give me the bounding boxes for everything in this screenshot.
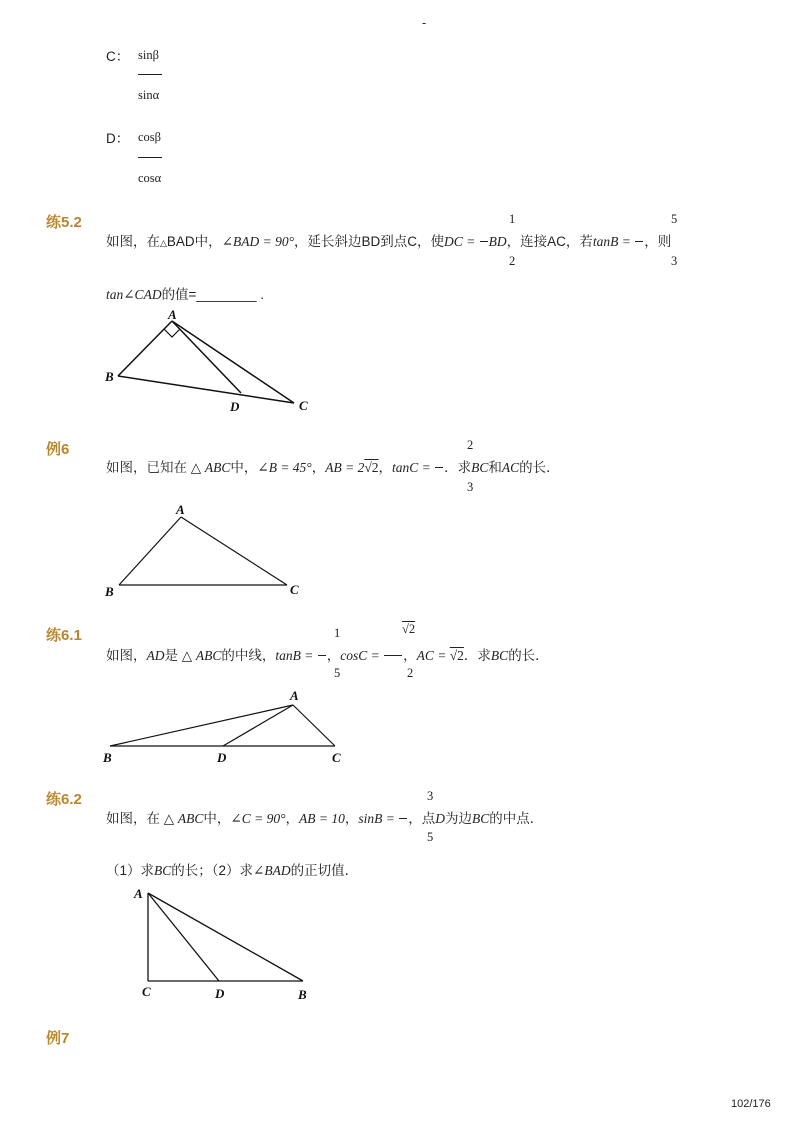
math-cosc: cosC =: [340, 648, 384, 663]
text-segment: ，: [403, 648, 417, 663]
text-segment: 的中线，: [221, 648, 276, 663]
text-segment: 的长．: [519, 460, 560, 475]
segment-ad: [223, 705, 293, 746]
problem-6-2-tag: 练6.2: [46, 791, 82, 808]
math-ac: AC =: [416, 648, 450, 663]
math-dc: DC =: [444, 234, 479, 249]
p61-frac2-numerator: √2: [402, 622, 416, 636]
text-segment: ，点: [408, 811, 436, 826]
problem-6-1-tag: 练6.1: [46, 627, 82, 644]
option-c-fraction-bar: [138, 74, 162, 75]
text-segment: 和: [488, 460, 502, 475]
e6-frac-numerator: 2: [467, 438, 474, 452]
math-sqrt2: √2: [364, 460, 379, 475]
p62-frac-numerator: 3: [427, 789, 434, 803]
problem-6-1-text: [106, 647, 549, 665]
segment-ab: [148, 893, 303, 981]
math-d: D: [435, 811, 445, 826]
problem-5-2-tag: 练5.2: [46, 214, 82, 231]
math-ac: AC: [501, 460, 520, 475]
segment-ad: [172, 321, 241, 393]
p52-frac-numerator: 1: [509, 212, 516, 226]
p52-frac2-numerator: 5: [671, 212, 678, 226]
frac-bar-inline: [480, 241, 488, 242]
math-bd: BD: [488, 234, 507, 249]
problem-6-2-text: [106, 810, 543, 828]
frac-bar-inline: [635, 241, 643, 242]
vertex-a-label: A: [168, 307, 177, 322]
frac-bar-inline: [318, 655, 326, 656]
math-ad: AD: [146, 648, 165, 663]
right-angle-mark: [164, 329, 180, 337]
segment-ad: [148, 893, 219, 981]
math-bc: BC: [490, 648, 509, 663]
problem-5-2-question: [106, 286, 264, 304]
text-segment: 如图，: [106, 648, 147, 663]
text-segment: ，延长斜边BD到点C，使: [294, 234, 445, 249]
option-d-numerator: cosβ: [138, 130, 162, 144]
segment-ac: [293, 705, 335, 746]
text-segment: 中，: [230, 460, 258, 475]
figure-6-2: [128, 882, 328, 1004]
p62-frac-denominator: 5: [427, 830, 434, 844]
vertex-d-label: D: [230, 399, 240, 414]
segment-ab: [110, 705, 293, 746]
example-6-tag: 例6: [46, 441, 70, 458]
vertex-a-label: A: [134, 886, 143, 901]
segment-ac: [181, 517, 287, 585]
text-segment: ，: [285, 811, 299, 826]
frac-bar-inline: [384, 655, 402, 656]
text-segment: 的长；（2）求: [171, 863, 254, 878]
math-ab: AB = 10: [298, 811, 345, 826]
vertex-d-label: D: [215, 986, 225, 1001]
math-abc: ABC: [204, 460, 231, 475]
example-6-text: [106, 459, 560, 477]
math-sinb: sinB =: [358, 811, 399, 826]
math-tanb: tanB =: [275, 648, 317, 663]
math-angle: ∠BAD = 90°: [221, 234, 294, 249]
p52-frac2-denominator: 3: [671, 254, 678, 268]
text-segment: ，则: [644, 234, 672, 249]
math-ab: AB = 2: [325, 460, 365, 475]
math-tanc: tanC =: [392, 460, 435, 475]
text-segment: 如图，在 △: [106, 811, 178, 826]
math-bc: BC: [471, 460, 489, 475]
math-abc: ABC: [177, 811, 204, 826]
p61-frac1-numerator: 1: [334, 626, 341, 640]
option-c-denominator: sinα: [138, 88, 160, 102]
frac-bar-inline: [399, 818, 407, 819]
text-segment: （1）求: [106, 863, 155, 878]
vertex-b-label: B: [105, 369, 114, 384]
header-dash: -: [422, 16, 427, 30]
problem-5-2-text: [106, 233, 671, 252]
segment-ab: [119, 517, 181, 585]
text-segment: ．求: [463, 648, 491, 663]
text-segment: ，: [326, 648, 341, 663]
option-c-label: C：: [106, 49, 130, 64]
vertex-b-label: B: [103, 750, 112, 765]
text-segment: 的值=________ .: [161, 287, 265, 302]
text-segment: ，: [344, 811, 359, 826]
segment-ac: [172, 321, 294, 403]
text-segment: 中，: [203, 811, 231, 826]
math-angle: ∠C = 90°: [230, 811, 286, 826]
text-segment: 是 △: [164, 648, 196, 663]
text-segment: 为边: [444, 811, 472, 826]
vertex-a-label: A: [290, 688, 299, 703]
vertex-c-label: C: [299, 398, 308, 413]
option-d-fraction-bar: [138, 157, 162, 158]
e6-frac-denominator: 3: [467, 480, 474, 494]
p61-frac2-denominator: 2: [407, 666, 414, 680]
text-segment: 的正切值．: [290, 863, 359, 878]
p61-frac1-denominator: 5: [334, 666, 341, 680]
option-d-denominator: cosα: [138, 171, 162, 185]
math-bc: BC: [154, 863, 172, 878]
math-tanb: tanB =: [592, 234, 635, 249]
p52-frac-denominator: 2: [509, 254, 516, 268]
math-bc: BC: [471, 811, 490, 826]
text-segment: 的中点．: [489, 811, 544, 826]
problem-6-2-questions: [106, 862, 358, 880]
math-tan-cad: tan∠CAD: [106, 287, 162, 302]
vertex-a-label: A: [176, 502, 185, 517]
figure-6-1: [98, 686, 358, 770]
math-sqrt2: √2: [449, 648, 464, 663]
vertex-c-label: C: [142, 984, 151, 999]
text-segment: ．求: [444, 460, 472, 475]
segment-bc: [118, 376, 294, 403]
text-segment: 如图，已知在 △: [106, 460, 205, 475]
math-angle: ∠B = 45°: [257, 460, 312, 475]
vertex-b-label: B: [105, 584, 114, 599]
frac-bar-inline: [435, 467, 443, 468]
page-number: 102/176: [731, 1098, 771, 1110]
vertex-c-label: C: [332, 750, 341, 765]
text-segment: ，: [378, 460, 392, 475]
math-angle-bad: ∠BAD: [253, 863, 291, 878]
vertex-b-label: B: [298, 987, 307, 1002]
triangle-symbol: △: [160, 238, 167, 248]
text-segment: 如图，在: [106, 234, 160, 249]
vertex-c-label: C: [290, 582, 299, 597]
figure-6: [100, 498, 315, 602]
text-segment: 的长．: [508, 648, 549, 663]
text-segment: BAD中，: [166, 234, 222, 249]
vertex-d-label: D: [217, 750, 227, 765]
example-7-tag: 例7: [46, 1030, 70, 1047]
math-abc: ABC: [195, 648, 222, 663]
text-segment: ，连接AC，若: [506, 234, 593, 249]
option-c-numerator: sinβ: [138, 48, 159, 62]
option-d-label: D：: [106, 131, 130, 146]
text-segment: ，: [311, 460, 326, 475]
figure-5-2: [96, 304, 326, 416]
